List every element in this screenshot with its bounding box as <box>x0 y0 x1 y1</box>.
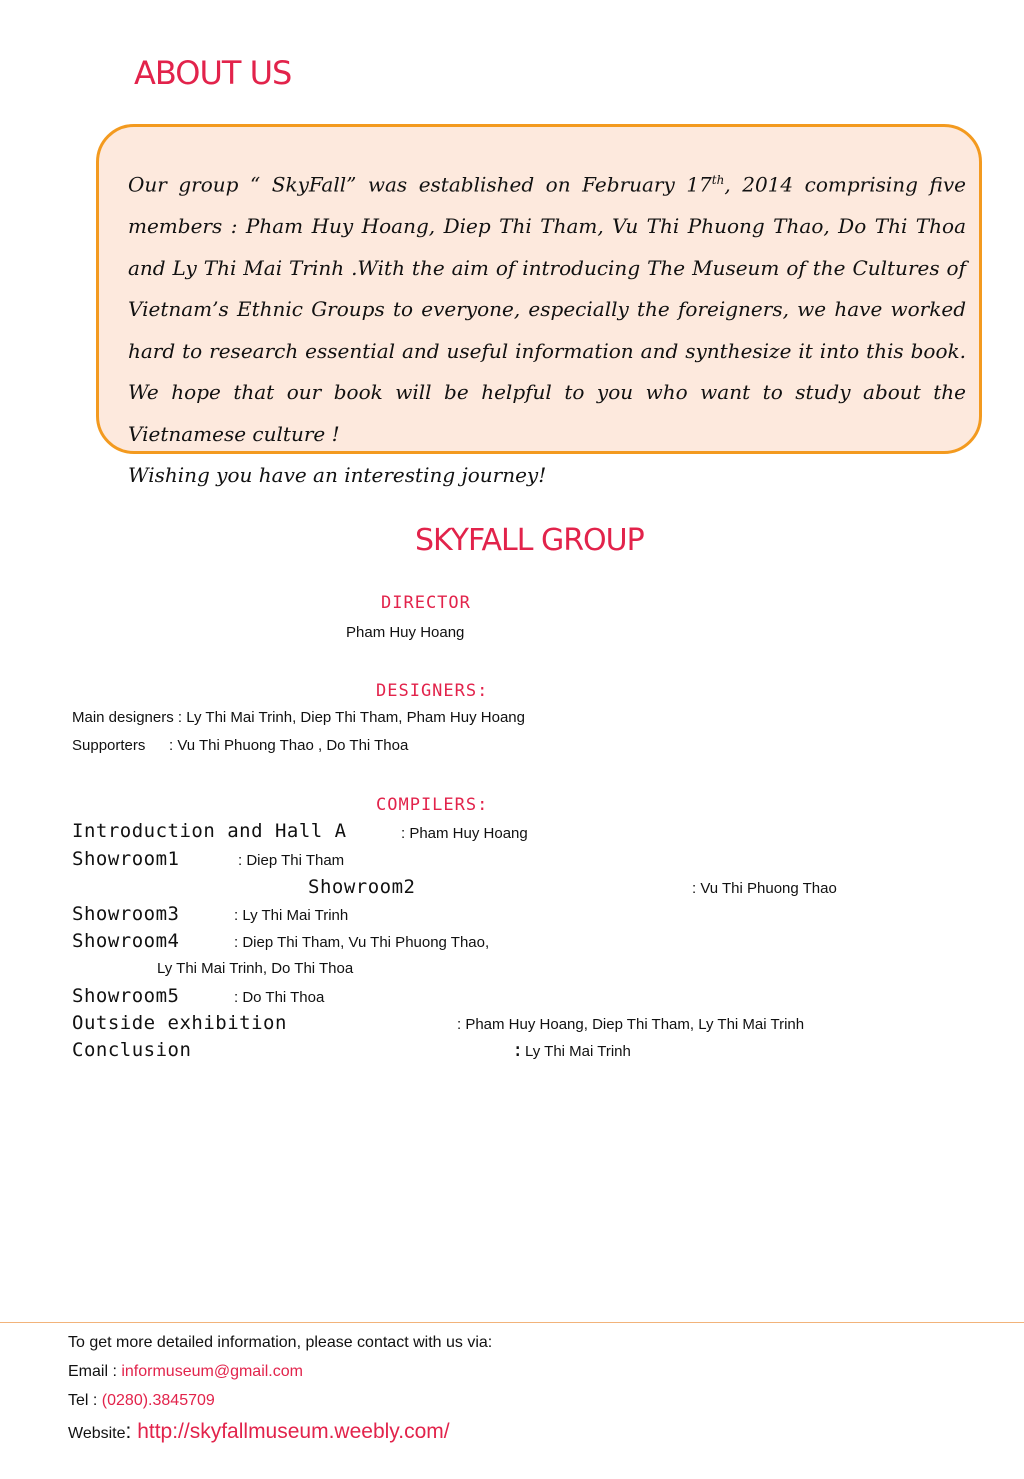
director-name: Pham Huy Hoang <box>346 624 465 641</box>
contact-tel-row <box>68 1392 215 1410</box>
director-label: DIRECTOR <box>381 593 471 613</box>
ordinal-suffix: th <box>711 173 725 187</box>
compiler-section: Showroom5 <box>72 985 180 1007</box>
compiler-section: Showroom1 <box>72 848 180 870</box>
about-paragraph-text-cont: , 2014 comprising five members : Pham Huy Hoang, Diep Thi Tham, Vu Thi Phuong Thao, Do Thi Thoa and Ly Thi Mai Trinh .With the aim of introducing The Museum of the Cultures of Vietnam’s Ethnic Groups to everyone, especially the foreigners, we have worked hard to research essential and useful information and synthesize it into this book. We hope that our book will be helpful to you who want to study about the Vietnamese culture ! <box>128 172 966 446</box>
main-designers: Main designers : Ly Thi Mai Trinh, Diep Thi Tham, Pham Huy Hoang <box>72 709 525 726</box>
compiler-section: Introduction and Hall A <box>72 820 347 842</box>
compiler-section: Showroom4 <box>72 930 180 952</box>
compiler-names: : Pham Huy Hoang, Diep Thi Tham, Ly Thi Mai Trinh <box>457 1016 805 1033</box>
group-title: SKYFALL GROUP <box>415 523 644 558</box>
about-text <box>116 160 966 497</box>
compiler-section: Conclusion <box>72 1039 192 1061</box>
compiler-names: : Vu Thi Phuong Thao <box>692 880 837 897</box>
footer-divider <box>0 1322 1024 1323</box>
compiler-colon: : <box>512 1039 524 1061</box>
contact-website-row <box>68 1420 450 1444</box>
about-wish: Wishing you have an interesting journey! <box>128 463 547 488</box>
contact-email-row <box>68 1363 303 1381</box>
compiler-names: : Pham Huy Hoang <box>401 825 528 842</box>
designers-label: DESIGNERS: <box>376 681 489 701</box>
about-paragraph-text: Our group “ SkyFall” was established on February 17 <box>128 172 712 197</box>
compiler-section: Outside exhibition <box>72 1012 287 1034</box>
compiler-section: Showroom3 <box>72 903 180 925</box>
compiler-section: Showroom2 <box>308 876 416 898</box>
website-link[interactable]: http://skyfallmuseum.weebly.com/ <box>137 1420 450 1443</box>
email-link[interactable]: informuseum@gmail.com <box>121 1363 303 1380</box>
tel-value: (0280).3845709 <box>101 1392 215 1409</box>
about-paragraph <box>116 160 966 455</box>
supporters-label: Supporters <box>72 737 146 754</box>
compiler-names: Ly Thi Mai Trinh <box>525 1043 631 1060</box>
compiler-names: : Ly Thi Mai Trinh <box>234 907 349 924</box>
contact-intro: To get more detailed information, please contact with us via: <box>68 1334 493 1351</box>
compiler-names: : Do Thi Thoa <box>234 989 325 1006</box>
compiler-names: : Diep Thi Tham <box>238 852 345 869</box>
about-title: ABOUT US <box>134 54 292 92</box>
supporters-names: : Vu Thi Phuong Thao , Do Thi Thoa <box>169 737 409 754</box>
tel-label: Tel : <box>68 1392 102 1409</box>
compiler-names: : Diep Thi Tham, Vu Thi Phuong Thao, <box>234 934 490 951</box>
compilers-label: COMPILERS: <box>376 795 489 815</box>
website-label: Website <box>68 1425 126 1442</box>
website-colon: : <box>125 1420 138 1443</box>
email-label: Email : <box>68 1363 122 1380</box>
compiler-names-cont: Ly Thi Mai Trinh, Do Thi Thoa <box>157 960 354 977</box>
